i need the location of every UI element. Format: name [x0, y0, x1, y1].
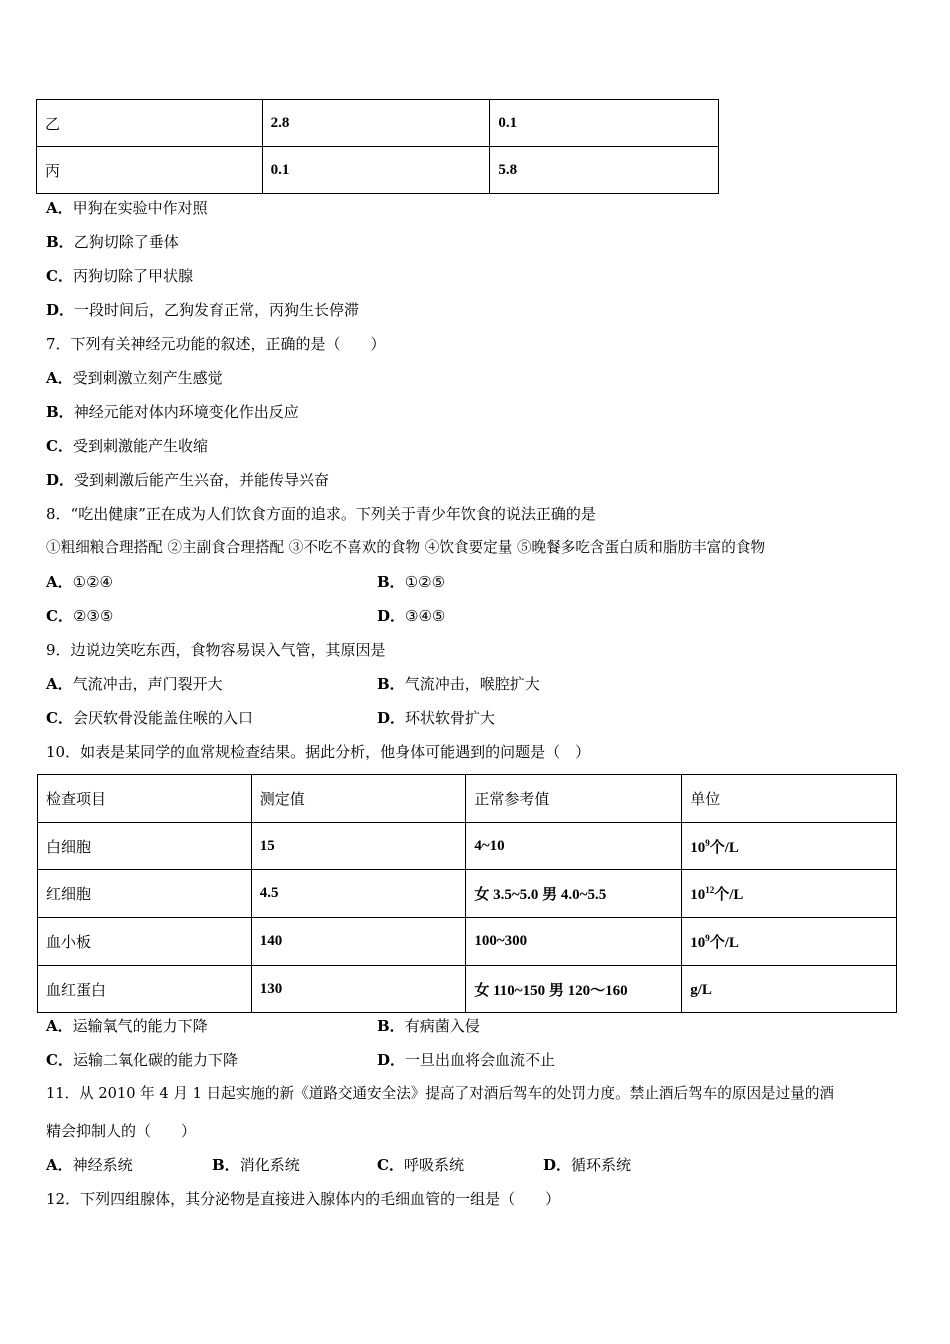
- table-cell: 白细胞: [38, 823, 252, 870]
- q9-option-b: B．气流冲击，喉腔扩大: [377, 675, 540, 693]
- table-cell: 0.1: [490, 100, 719, 147]
- q10-option-c: C．运输二氧化碳的能力下降: [46, 1051, 238, 1069]
- q10-option-b: B．有病菌入侵: [377, 1017, 480, 1035]
- q10-option-d: D．一旦出血将会血流不止: [377, 1051, 556, 1069]
- table-header-row: [38, 775, 897, 823]
- table-cell: $10^9$个/L: [682, 823, 897, 870]
- q11-option-c: C．呼吸系统: [377, 1156, 464, 1174]
- table-cell: $10^9$个/L: [682, 918, 897, 966]
- blood-test-table: [37, 774, 897, 1013]
- table-row: [38, 918, 897, 966]
- table-cell: g/L: [682, 966, 897, 1013]
- table-row: [38, 870, 897, 918]
- q8-option-d: D．③④⑤: [377, 607, 446, 625]
- q7-option-a: A．受到刺激立刻产生感觉: [46, 369, 223, 387]
- q11-stem-line1: 11．从 2010 年 4 月 1 日起实施的新《道路交通安全法》提高了对酒后驾车的处罚力度。禁止酒后驾车的原因是过量的酒: [46, 1085, 835, 1102]
- q7-option-c: C．受到刺激能产生收缩: [46, 437, 208, 455]
- table-cell: 140: [251, 918, 466, 966]
- q9-stem: 9．边说边笑吃东西，食物容易误入气管，其原因是: [46, 641, 386, 659]
- column-header: 测定值: [251, 775, 466, 823]
- q8-items: ①粗细粮合理搭配 ②主副食合理搭配 ③不吃不喜欢的食物 ④饮食要定量 ⑤晚餐多吃含蛋白质和脂肪丰富的食物: [46, 539, 766, 556]
- q6-option-c: C．丙狗切除了甲状腺: [46, 267, 193, 285]
- experiment-table: [36, 99, 719, 194]
- q11-option-d: D．循环系统: [543, 1156, 632, 1174]
- table-cell: 130: [251, 966, 466, 1013]
- table-row: [38, 823, 897, 870]
- q7-stem: 7．下列有关神经元功能的叙述，正确的是（ ）: [46, 335, 386, 353]
- table-cell: 2.8: [262, 100, 490, 147]
- table-cell: 女 110~150 男 120～160: [466, 966, 682, 1013]
- q6-option-a: A．甲狗在实验中作对照: [46, 199, 208, 217]
- column-header: 检查项目: [38, 775, 252, 823]
- q7-option-d: D．受到刺激后能产生兴奋，并能传导兴奋: [46, 471, 330, 489]
- q12-stem: 12．下列四组腺体，其分泌物是直接进入腺体内的毛细血管的一组是（ ）: [46, 1190, 561, 1208]
- table-row: [37, 100, 719, 147]
- q6-option-d: D．一段时间后，乙狗发育正常，丙狗生长停滞: [46, 301, 360, 319]
- q11-stem-line2: 精会抑制人的（ ）: [46, 1122, 197, 1140]
- table-cell: 血小板: [38, 918, 252, 966]
- table-cell: 4.5: [251, 870, 466, 918]
- q6-option-b: B．乙狗切除了垂体: [46, 233, 179, 251]
- table-cell: 0.1: [262, 147, 490, 194]
- q8-stem: 8．“吃出健康”正在成为人们饮食方面的追求。下列关于青少年饮食的说法正确的是: [46, 505, 596, 523]
- q11-option-b: B．消化系统: [212, 1156, 300, 1174]
- q8-option-a: A．①②④: [46, 573, 113, 591]
- q9-option-d: D．环状软骨扩大: [377, 709, 496, 727]
- table-cell: 乙: [37, 100, 263, 147]
- q10-option-a: A．运输氧气的能力下降: [46, 1017, 208, 1035]
- column-header: 正常参考值: [466, 775, 682, 823]
- q8-option-c: C．②③⑤: [46, 607, 114, 625]
- table-cell: 5.8: [490, 147, 719, 194]
- table-row: [38, 966, 897, 1013]
- table-cell: 丙: [37, 147, 263, 194]
- q11-option-a: A．神经系统: [46, 1156, 133, 1174]
- q10-stem: 10．如表是某同学的血常规检查结果。据此分析，他身体可能遇到的问题是（ ）: [46, 743, 591, 761]
- q9-option-a: A．气流冲击，声门裂开大: [46, 675, 223, 693]
- column-header: 单位: [682, 775, 897, 823]
- q9-option-c: C．会厌软骨没能盖住喉的入口: [46, 709, 253, 727]
- table-cell: 4~10: [466, 823, 682, 870]
- table-cell: 100~300: [466, 918, 682, 966]
- table-cell: 女 3.5~5.0 男 4.0~5.5: [466, 870, 682, 918]
- table-cell: 红细胞: [38, 870, 252, 918]
- table-cell: 血红蛋白: [38, 966, 252, 1013]
- q8-option-b: B．①②⑤: [377, 573, 446, 591]
- table-cell: 15: [251, 823, 466, 870]
- q7-option-b: B．神经元能对体内环境变化作出反应: [46, 403, 299, 421]
- table-row: [37, 147, 719, 194]
- table-cell: $10^{12}$个/L: [682, 870, 897, 918]
